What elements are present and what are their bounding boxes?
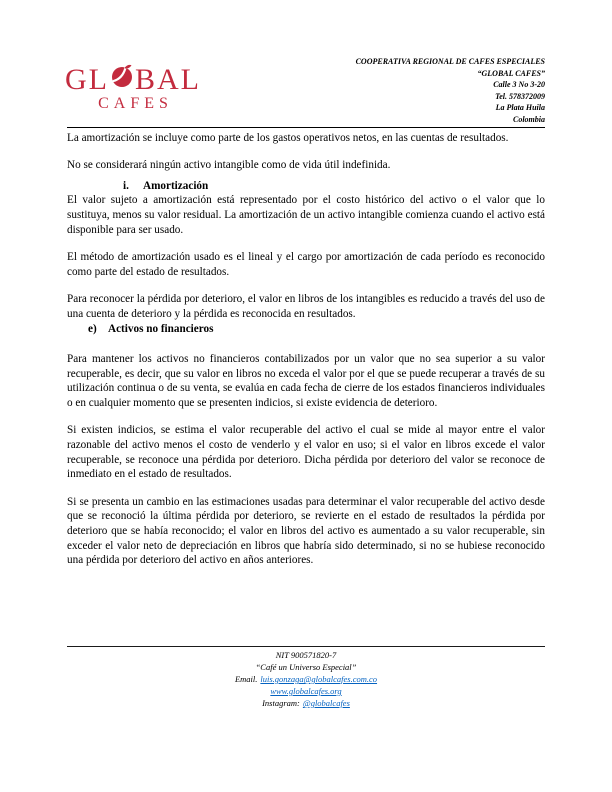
paragraph-indefinite-life: No se considerará ningún activo intangible como de vida útil indefinida. xyxy=(67,159,391,172)
heading-label: Amortización xyxy=(143,179,209,192)
instagram-link[interactable]: @globalcafes xyxy=(302,698,350,708)
instagram-label: Instagram: xyxy=(262,698,300,708)
global-cafes-logo xyxy=(65,64,201,112)
header-line-phone: Tel. 578372009 xyxy=(495,91,545,101)
paragraph-estimate-change: Si se presenta un cambio en las estimaciones usadas para determinar el valor recuperable del activo desde que se reconoció la última pérdida por deterioro, se revierte en el estado de resultados la pérdida por deterioro que se había reconocido; el valor en libros del activo es aumentado a su valor recuperable, sin exceder el valor neto de depreciación en libros que habría sido determinado, si no se hubiese reconocido una pérdida por deterioro del activo en años anteriores. xyxy=(67,495,545,567)
paragraph-amortization-method: El método de amortización usado es el lineal y el cargo por amortización de cada período es reconocido como parte del estado de resultados. xyxy=(67,251,545,278)
email-link[interactable]: luis.gonzaga@globalcafes.com.co xyxy=(260,674,378,684)
heading-number: e) xyxy=(88,322,97,335)
heading-number: i. xyxy=(123,179,129,192)
heading-label: Activos no financieros xyxy=(108,322,214,335)
company-address-block xyxy=(356,52,545,126)
heading-amortizacion xyxy=(67,179,545,194)
footer-nit: NIT 900571820-7 xyxy=(275,650,337,660)
footer-slogan: “Café un Universo Especial” xyxy=(255,662,357,672)
paragraph-recoverable-value: Si existen indicios, se estima el valor recuperable del activo el cual se mide al mayor entre el valor razonable del activo menos el costo de venderlo y el valor en uso; si el valor en libros excede el valor recuperable, se reconoce una pérdida por deterioro. Dicha pérdida por deterioro del valor se reconoce de inmediato en el estado de resultados. xyxy=(67,424,545,481)
header-line-street: Calle 3 No 3-20 xyxy=(493,80,545,90)
footer-website-line xyxy=(67,685,545,697)
logo-text-cafes: CAFES xyxy=(98,95,173,112)
logo-text-gl: GL xyxy=(65,63,109,96)
globe-coffee-bean-icon xyxy=(110,64,134,94)
page-header xyxy=(67,52,545,126)
heading-activos-no-financieros xyxy=(67,322,545,337)
header-line-city: La Plata Huila xyxy=(495,103,545,113)
logo-wordmark xyxy=(65,64,201,96)
footer-email-line xyxy=(67,673,545,685)
paragraph-amortization-value: El valor sujeto a amortización está representado por el costo histórico del activo o el valor que lo sustituya, menos su valor residual. La amortización de un activo intangible comienza cuando el activo está disponible para ser usado. xyxy=(67,194,545,236)
header-line-country: Colombia xyxy=(512,114,545,124)
website-link[interactable]: www.globalcafes.org xyxy=(270,686,342,696)
header-divider xyxy=(67,127,545,128)
page-footer xyxy=(67,646,545,709)
paragraph-amortization-included: La amortización se incluye como parte de los gastos operativos netos, en las cuentas de resultados. xyxy=(67,131,509,144)
header-line-brand: “GLOBAL CAFES” xyxy=(477,68,545,78)
document-body xyxy=(67,131,545,568)
header-line-company: COOPERATIVA REGIONAL DE CAFES ESPECIALES xyxy=(355,57,545,66)
paragraph-nonfinancial-assets: Para mantener los activos no financieros contabilizados por un valor que no sea superior a su valor recuperable, es decir, que su valor en libros no exceda el valor por el que se puede recuperar a través de su utilización continua o de su venta, se evalúa en cada fecha de cierre de los estados financieros individuales o en cualquier momento que se presenten indicios, si existe evidencia de deterioro. xyxy=(67,353,545,409)
email-label: Email. xyxy=(234,674,258,684)
footer-divider xyxy=(67,646,545,647)
paragraph-impairment-recognition: Para reconocer la pérdida por deterioro, el valor en libros de los intangibles es reducido a través del uso de una cuenta de deterioro y la pérdida es reconocida en resultados. xyxy=(67,293,545,320)
footer-instagram-line xyxy=(67,697,545,709)
logo-text-bal: BAL xyxy=(135,63,201,96)
